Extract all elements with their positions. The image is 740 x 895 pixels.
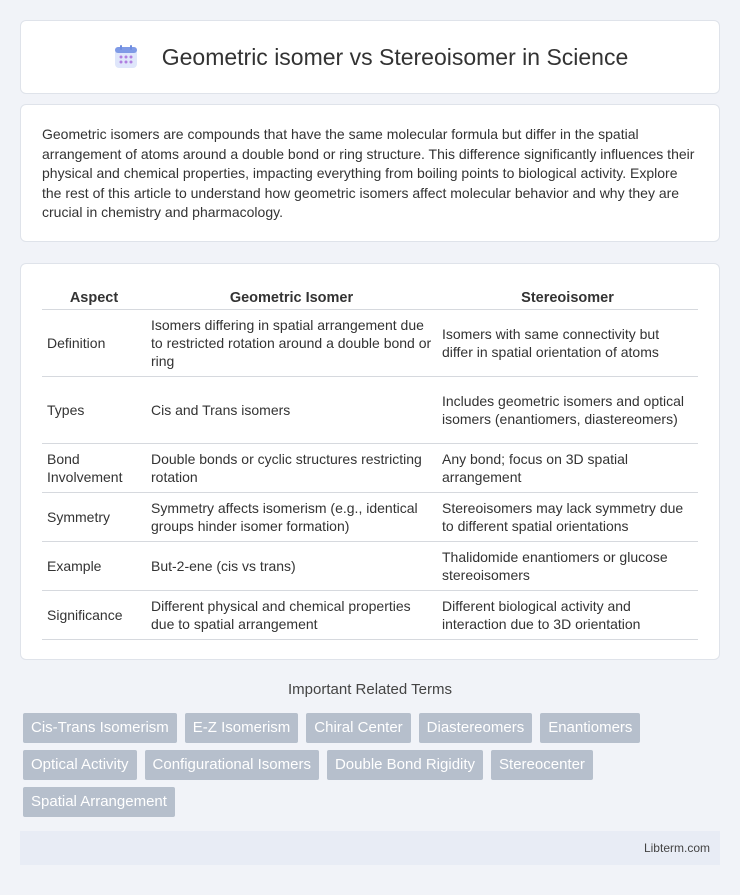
comparison-table-card <box>20 263 720 660</box>
related-term-tag[interactable]: Chiral Center <box>306 713 410 743</box>
table-cell-stereo: Different biological activity and interaction due to 3D orientation <box>437 591 698 640</box>
table-cell-stereo: Isomers with same connectivity but differ in spatial orientation of atoms <box>437 310 698 377</box>
page-title: Geometric isomer vs Stereoisomer in Science <box>161 43 629 70</box>
table-cell-stereo: Any bond; focus on 3D spatial arrangement <box>437 444 698 493</box>
table-row <box>42 542 698 591</box>
table-cell-geometric: Symmetry affects isomerism (e.g., identical groups hinder isomer formation) <box>146 493 437 542</box>
table-cell-aspect: Symmetry <box>42 493 146 542</box>
related-term-tag[interactable]: Diastereomers <box>419 713 533 743</box>
table-row <box>42 444 698 493</box>
table-cell-geometric: Double bonds or cyclic structures restricting rotation <box>146 444 437 493</box>
table-header-row <box>42 284 698 310</box>
related-term-tag[interactable]: Configurational Isomers <box>145 750 319 780</box>
table-row <box>42 493 698 542</box>
table-cell-aspect: Types <box>42 377 146 444</box>
header-card <box>20 20 720 94</box>
table-row <box>42 377 698 444</box>
related-terms-list <box>23 713 713 817</box>
related-terms-title: Important Related Terms <box>288 681 452 698</box>
intro-card <box>20 104 720 242</box>
related-term-tag[interactable]: Spatial Arrangement <box>23 787 175 817</box>
table-cell-geometric: Isomers differing in spatial arrangement due to restricted rotation around a double bond or ring <box>146 310 437 377</box>
table-cell-stereo: Thalidomide enantiomers or glucose stereoisomers <box>437 542 698 591</box>
related-term-tag[interactable]: E-Z Isomerism <box>185 713 299 743</box>
footer-site-link[interactable]: Libterm.com <box>643 841 710 855</box>
related-term-tag[interactable]: Stereocenter <box>491 750 593 780</box>
related-term-tag[interactable]: Optical Activity <box>23 750 137 780</box>
related-term-tag[interactable]: Cis-Trans Isomerism <box>23 713 177 743</box>
table-cell-aspect: Example <box>42 542 146 591</box>
table-row <box>42 591 698 640</box>
table-cell-aspect: Bond Involvement <box>42 444 146 493</box>
column-header-stereoisomer: Stereoisomer <box>437 284 698 310</box>
table-cell-stereo: Stereoisomers may lack symmetry due to different spatial orientations <box>437 493 698 542</box>
related-term-tag[interactable]: Enantiomers <box>540 713 640 743</box>
table-row <box>42 310 698 377</box>
comparison-table <box>42 284 698 640</box>
footer <box>20 831 720 865</box>
table-cell-stereo: Includes geometric isomers and optical isomers (enantiomers, diastereomers) <box>437 377 698 444</box>
table-cell-geometric: Cis and Trans isomers <box>146 377 437 444</box>
intro-text: Geometric isomers are compounds that have the same molecular formula but differ in the spatial arrangement of atoms around a double bond or ring structure. This difference significantly influences their physical and chemical properties, impacting everything from boiling points to biological activity. Explore the rest of this article to understand how geometric isomers affect molecular behavior and why they are crucial in chemistry and pharmacology. <box>42 126 695 220</box>
table-cell-aspect: Definition <box>42 310 146 377</box>
table-cell-geometric: Different physical and chemical properties due to spatial arrangement <box>146 591 437 640</box>
table-cell-geometric: But-2-ene (cis vs trans) <box>146 542 437 591</box>
table-cell-aspect: Significance <box>42 591 146 640</box>
calendar-icon <box>112 43 140 71</box>
column-header-aspect: Aspect <box>42 284 146 310</box>
related-term-tag[interactable]: Double Bond Rigidity <box>327 750 483 780</box>
column-header-geometric-isomer: Geometric Isomer <box>146 284 437 310</box>
